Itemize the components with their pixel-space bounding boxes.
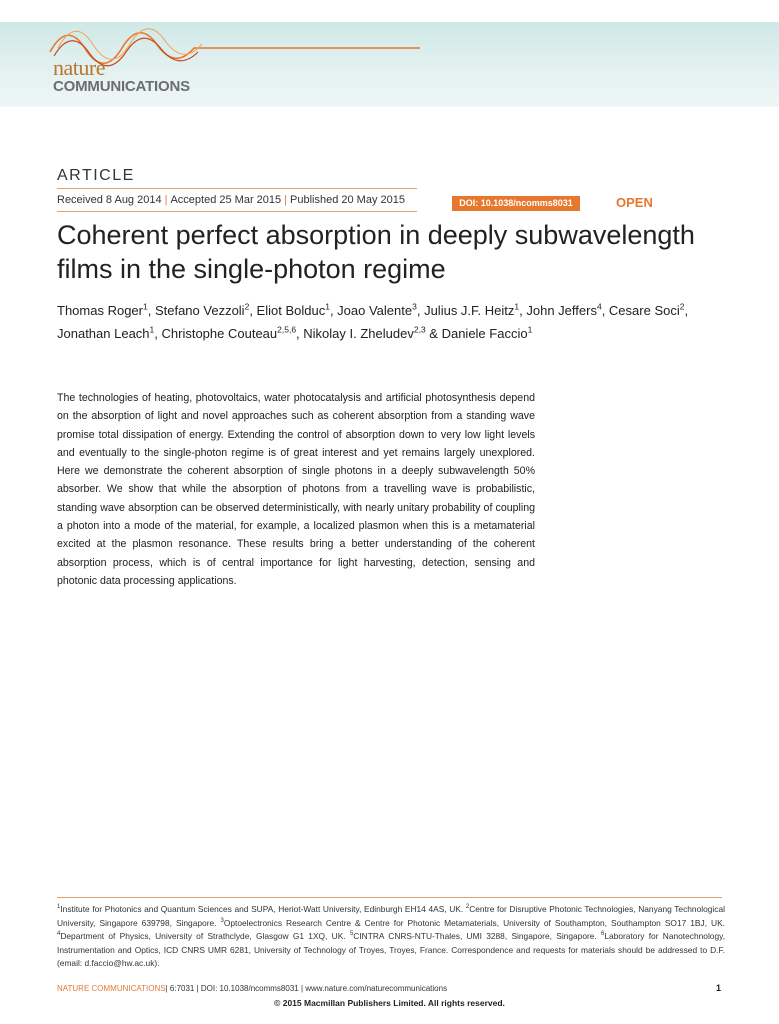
article-title: Coherent perfect absorption in deeply subwavelength films in the single-photon regime xyxy=(57,220,695,284)
affiliation-number: 5 xyxy=(349,931,354,938)
logo-communications-text: COMMUNICATIONS xyxy=(53,78,190,95)
footer-citation-details: | 6:7031 | DOI: 10.1038/ncomms8031 | www.nature.com/naturecommunications xyxy=(165,984,448,993)
article-type-label: ARTICLE xyxy=(57,167,135,184)
author-name: Nikolay I. Zheludev xyxy=(303,326,414,341)
affiliation-number: 3 xyxy=(220,917,224,924)
divider xyxy=(57,211,417,212)
date-separator: | xyxy=(164,194,168,206)
affiliation-number: 6 xyxy=(601,931,605,938)
author-name: Jonathan Leach xyxy=(57,326,150,341)
author-affiliation-marker: 4 xyxy=(596,301,602,312)
author-affiliation-marker: 1 xyxy=(149,324,155,335)
author-separator: , xyxy=(684,303,689,318)
received-date: Received 8 Aug 2014 xyxy=(57,194,162,206)
author-separator: , xyxy=(147,303,155,318)
author-affiliation-marker: 1 xyxy=(514,301,520,312)
author-separator: & xyxy=(425,326,442,341)
footer-journal-name: NATURE COMMUNICATIONS xyxy=(57,984,166,993)
open-access-label: OPEN xyxy=(616,195,653,210)
author-separator: , xyxy=(601,303,609,318)
affiliation-number: 2 xyxy=(465,904,470,911)
author-separator: , xyxy=(416,303,425,318)
author-name: Daniele Faccio xyxy=(441,326,528,341)
author-separator: , xyxy=(249,303,257,318)
author-name: Stefano Vezzoli xyxy=(154,303,245,318)
author-separator: , xyxy=(296,326,304,341)
author-affiliation-marker: 2 xyxy=(244,301,250,312)
author-affiliation-marker: 2,3 xyxy=(413,324,426,335)
copyright-notice: © 2015 Macmillan Publishers Limited. All rights reserved. xyxy=(274,998,505,1008)
author-separator: , xyxy=(329,303,338,318)
author-affiliation-marker: 2 xyxy=(679,301,685,312)
affiliation-number: 4 xyxy=(57,931,61,938)
affiliation-text: CINTRA CNRS-NTU-Thales, UMI 3288, Singapore, Singapore. xyxy=(353,931,602,941)
author-separator: , xyxy=(154,326,162,341)
author-affiliation-marker: 1 xyxy=(325,301,330,312)
affiliation-text: Laboratory for Nanotechnology, Instrumentation and Optics, ICD CNRS UMR 6281, University of Technology of Troyes, Troyes, France. xyxy=(57,931,726,955)
footer-citation xyxy=(57,984,447,993)
affiliations xyxy=(57,903,725,971)
logo-nature-text: nature xyxy=(53,55,105,80)
doi-badge[interactable]: DOI: 10.1038/ncomms8031 xyxy=(452,196,580,211)
author-affiliation-marker: 3 xyxy=(412,301,417,312)
abstract-text: The technologies of heating, photovoltaics, water photocatalysis and artificial photosynthesis depend on the absorption of light and novel approaches such as coherent absorption from a standing wave promise total dissipation of energy. Extending the control of absorption down to very low light levels and eventually to the single-photon regime is of great interest and yet remains largely unexplored. Here we demonstrate the coherent absorption of single photons in a deeply subwavelength 50% absorber. We show that while the absorption of photons from a travelling wave is probabilistic, standing wave absorption can be observed deterministically, with nearly unitary probability of coupling a photon into a mode of the material, for example, a localized plasmon when this is a metamaterial excited at the plasmon resonance. These results bring a better understanding of the coherent absorption process, which is of central importance for light harvesting, detection, sensing and photonic data processing applications. xyxy=(57,392,535,587)
author-name: Cesare Soci xyxy=(608,303,680,318)
author-list xyxy=(57,299,727,345)
affiliation-text: Department of Physics, University of Strathclyde, Glasgow G1 1XQ, UK. xyxy=(60,931,350,941)
publication-dates xyxy=(57,194,405,206)
author-affiliation-marker: 2,5,6 xyxy=(277,324,297,335)
author-separator: , xyxy=(519,303,527,318)
correspondence-text: Correspondence and requests for materials should be addressed to D.F. (email: d.faccio@hw.ac.uk). xyxy=(57,944,725,968)
affiliation-number: 1 xyxy=(57,904,61,911)
author-name: Joao Valente xyxy=(337,303,413,318)
accepted-date: Accepted 25 Mar 2015 xyxy=(170,194,282,206)
author-affiliation-marker: 1 xyxy=(527,324,533,335)
divider xyxy=(57,897,722,898)
affiliation-text: Institute for Photonics and Quantum Sciences and SUPA, Heriot-Watt University, Edinburgh EH14 4AS, UK. xyxy=(60,904,466,914)
affiliation-text: Optoelectronics Research Centre & Centre for Photonic Metamaterials, University of Southampton, Southampton SO17 1BJ, UK. xyxy=(223,917,725,928)
affiliation-text: Centre for Disruptive Photonic Technologies, Nanyang Technological University, Singapore 639798, Singapore. xyxy=(57,904,725,928)
page-number: 1 xyxy=(716,983,722,993)
author-name: Julius J.F. Heitz xyxy=(424,303,515,318)
author-name: Thomas Roger xyxy=(57,303,143,318)
divider xyxy=(57,188,417,189)
author-name: Eliot Bolduc xyxy=(256,303,326,318)
author-name: John Jeffers xyxy=(526,303,597,318)
author-name: Christophe Couteau xyxy=(161,326,278,341)
author-affiliation-marker: 1 xyxy=(142,301,148,312)
published-date: Published 20 May 2015 xyxy=(290,194,405,206)
date-separator: | xyxy=(284,194,287,206)
